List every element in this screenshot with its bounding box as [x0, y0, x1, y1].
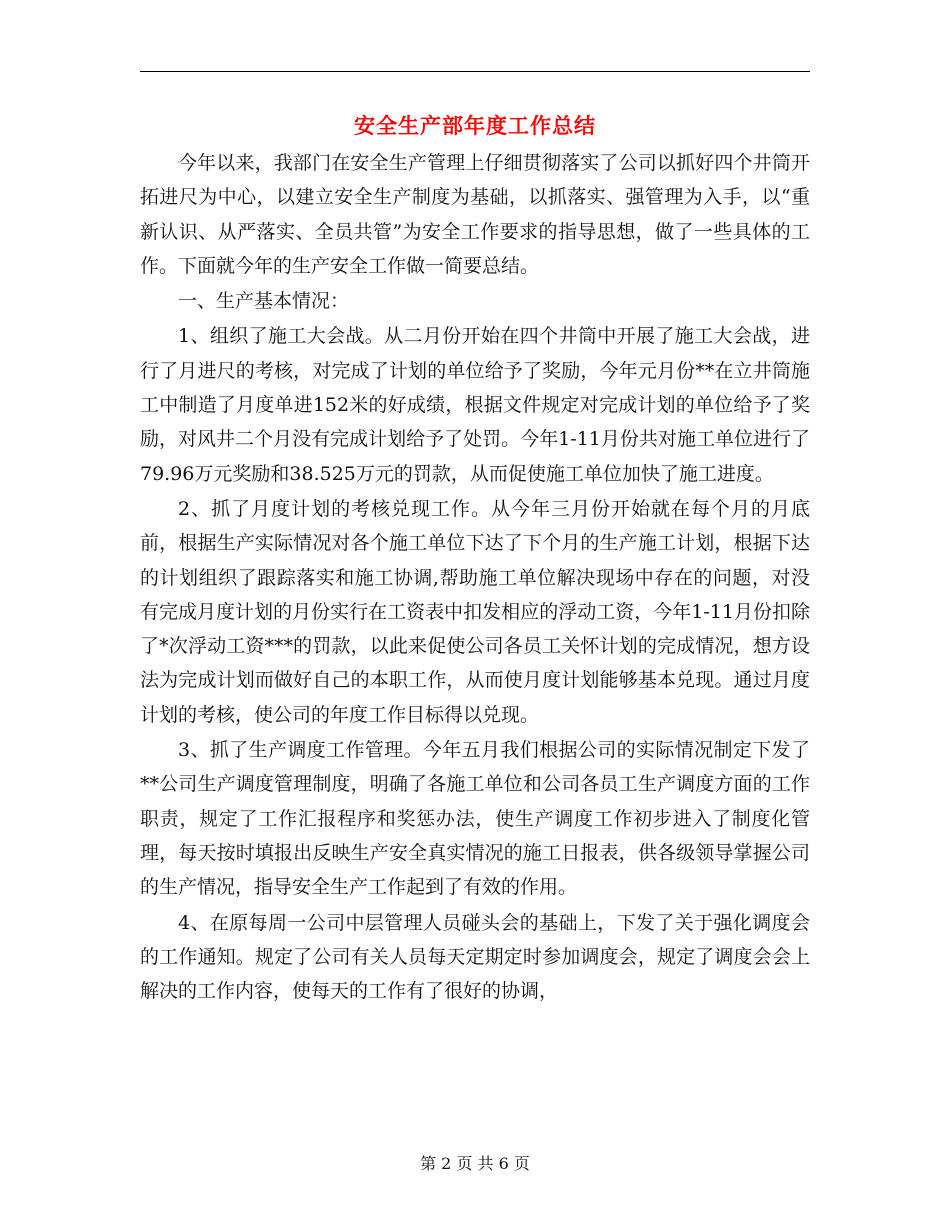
page-footer: 第 2 页 共 6 页: [420, 1154, 530, 1173]
header-rule: [140, 71, 810, 72]
paragraph-item-4: 4、在原每周一公司中层管理人员碰头会的基础上，下发了关于强化调度会的工作通知。规定了公司有关人员每天定期定时参加调度会，规定了调度会会上解决的工作内容，使每天的工作有了很好的协调，: [140, 911, 810, 1003]
paragraph-item-2: 2、抓了月度计划的考核兑现工作。从今年三月份开始就在每个月的月底前，根据生产实际情况对各个施工单位下达了下个月的生产施工计划，根据下达的计划组织了跟踪落实和施工协调,帮助施工单位解决现场中存在的问题，对没有完成月度计划的月份实行在工资表中扣发相应的浮动工资，今年1-11月份扣除了*次浮动工资***的罚款，以此来促使公司各员工关怀计划的完成情况，想方设法为完成计划而做好自己的本职工作，从而使月度计划能够基本兑现。通过月度计划的考核，使公司的年度工作目标得以兑现。: [140, 497, 810, 726]
paragraph-item-3: 3、抓了生产调度工作管理。今年五月我们根据公司的实际情况制定下发了**公司生产调度管理制度，明确了各施工单位和公司各员工生产调度方面的工作职责，规定了工作汇报程序和奖惩办法，使生产调度工作初步进入了制度化管理，每天按时填报出反映生产安全真实情况的施工日报表，供各级领导掌握公司的生产情况，指导安全生产工作起到了有效的作用。: [140, 739, 810, 899]
document-body: [140, 146, 810, 1009]
paragraph-intro: 今年以来，我部门在安全生产管理上仔细贯彻落实了公司以抓好四个井筒开拓进尺为中心，以建立安全生产制度为基础，以抓落实、强管理为入手，以“重新认识、从严落实、全员共管”为安全工作要求的指导思想，做了一些具体的工作。下面就今年的生产安全工作做一简要总结。: [140, 152, 810, 277]
section-heading: 一、生产基本情况：: [178, 290, 350, 313]
document-title: 安全生产部年度工作总结: [354, 114, 596, 138]
paragraph-item-1: 1、组织了施工大会战。从二月份开始在四个井筒中开展了施工大会战，进行了月进尺的考核，对完成了计划的单位给予了奖励，今年元月份**在立井筒施工中制造了月度单进152米的好成绩，根据文件规定对完成计划的单位给予了奖励，对风井二个月没有完成计划给予了处罚。今年1-11月份共对施工单位进行了79.96万元奖励和38.525万元的罚款，从而促使施工单位加快了施工进度。: [140, 325, 810, 485]
